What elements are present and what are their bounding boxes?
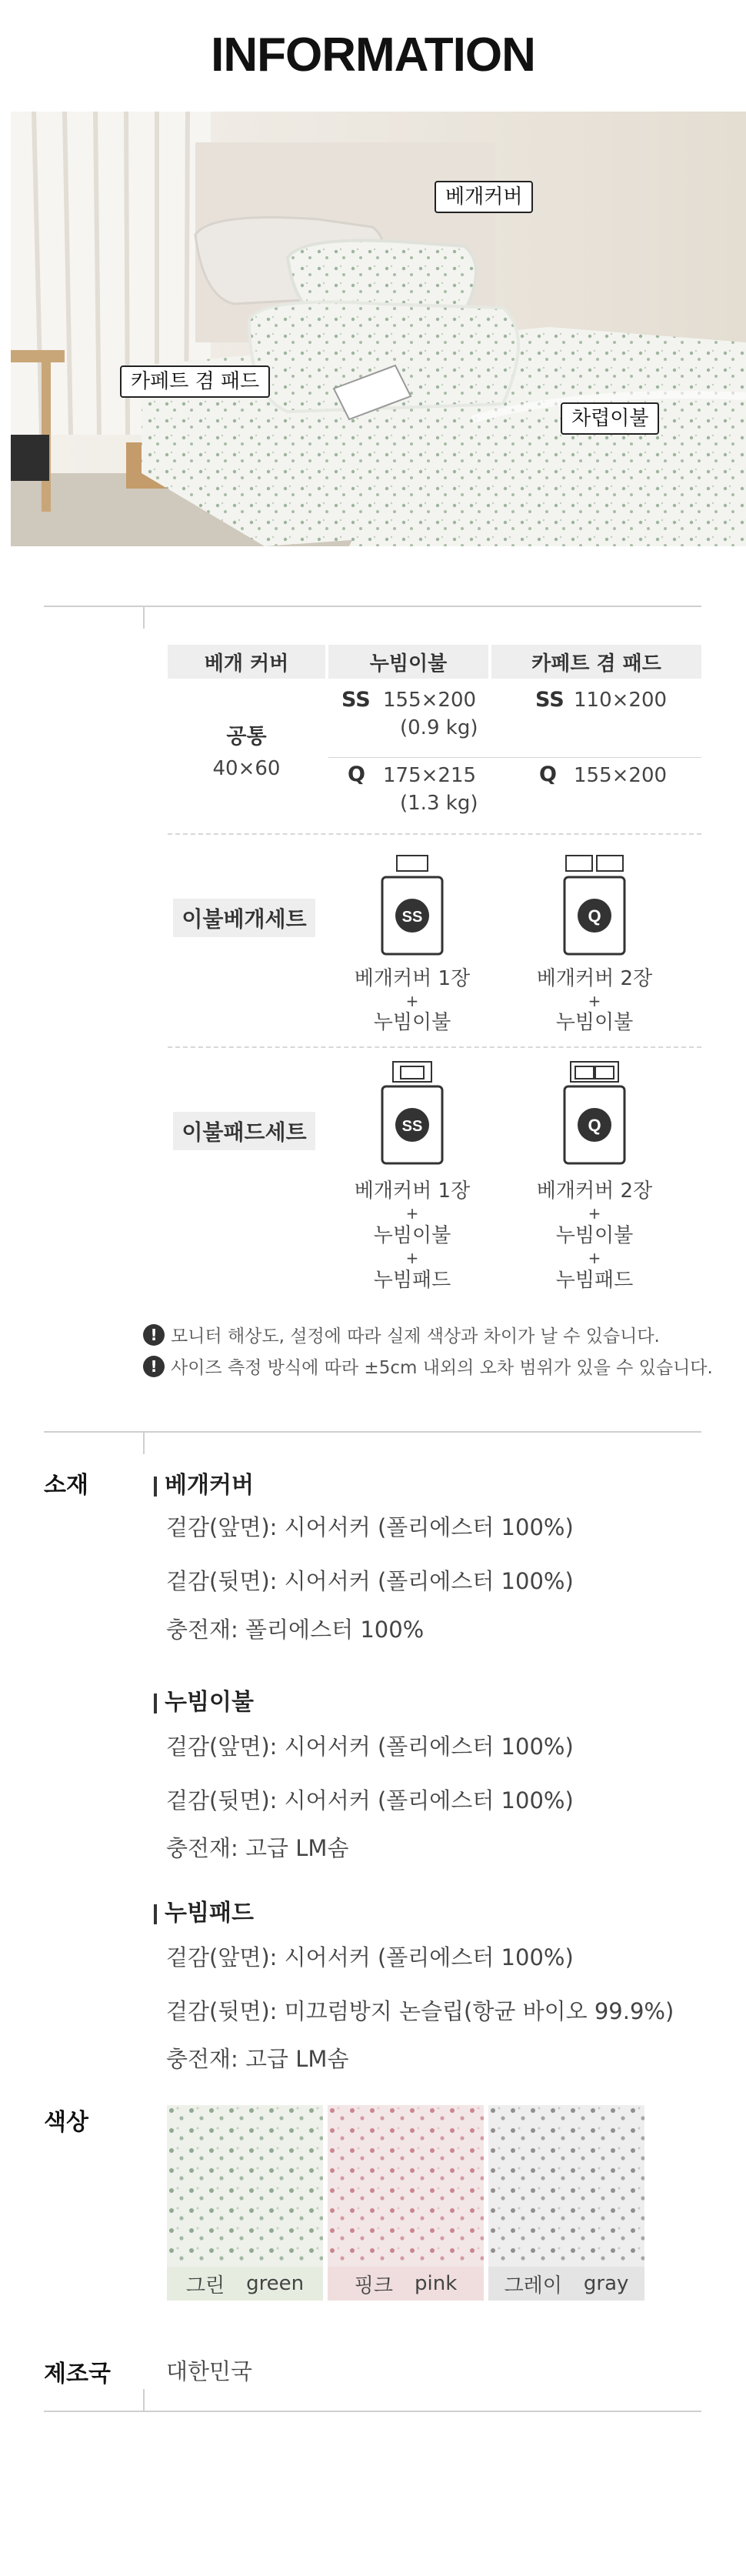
origin-label: 제조국 [44,2361,111,2387]
material-group-title [154,1894,254,1927]
product-photo [11,112,746,546]
dashed-divider [168,1046,701,1048]
origin-value: 대한민국 [166,2358,253,2384]
svg-text:SS: SS [401,909,423,926]
set2-ss-contents [335,1177,489,1294]
content-line: 누빔패드 [555,1269,634,1292]
quilt-code-ss: SS [341,688,371,712]
color-name-en: green [246,2272,305,2295]
note-size [143,1353,713,1379]
quilt-size-q: 175×215 [383,764,477,787]
material-group-title [154,1683,254,1717]
color-name-ko: 그린 [185,2274,225,2297]
section-tick [143,606,145,629]
quilt-weight-q: (1.3 kg) [400,792,478,815]
pad-code-ss: SS [535,688,564,712]
title-bar [154,1477,157,1497]
tag-pillow-cover: 베개커버 [435,181,533,213]
pad-code-q: Q [539,762,557,786]
set1-q-icon [560,854,629,961]
warning-icon: ! [143,1356,165,1377]
material-line: 겉감(앞면): 시어서커 (폴리에스터 100%) [166,1514,574,1540]
title-bar [154,1693,157,1713]
set-label-pillow: 이불베개세트 [173,899,315,937]
color-swatch-gray[interactable] [488,2105,644,2301]
svg-text:Q: Q [588,906,601,926]
content-line: + [405,1249,419,1267]
svg-text:Q: Q [588,1116,601,1135]
content-line: 누빔이불 [555,1011,634,1034]
material-line: 겉감(뒷면): 시어서커 (폴리에스터 100%) [166,1568,574,1594]
dashed-divider [168,833,701,835]
content-line: 베개커버 2장 [536,1180,653,1203]
pillow-size: 40×60 [212,757,281,780]
set-label-pad: 이불패드세트 [173,1112,315,1150]
group-title-text: 베개커버 [165,1472,254,1499]
svg-text:SS: SS [401,1118,423,1135]
color-name-en: gray [583,2272,629,2295]
content-line: 누빔이불 [373,1011,451,1034]
material-line: 충전재: 폴리에스터 100% [166,1617,425,1643]
material-line: 충전재: 고급 LM솜 [166,1835,349,1861]
tag-carpet-pad: 카페트 겸 패드 [120,365,270,398]
content-line: + [405,992,419,1010]
set1-ss-icon [378,854,447,961]
quilt-size-ss: 155×200 [383,689,477,712]
section-tick [143,2389,145,2412]
swatch-label [167,2267,323,2301]
material-group-title [154,1466,254,1500]
material-line: 겉감(뒷면): 시어서커 (폴리에스터 100%) [166,1787,574,1814]
content-line: + [588,992,601,1010]
swatch-label [328,2267,484,2301]
page-title: INFORMATION [211,28,535,82]
note-color [143,1322,660,1347]
material-line: 겉감(앞면): 시어서커 (폴리에스터 100%) [166,1944,574,1970]
section-divider [44,2411,701,2412]
material-label: 소재 [44,1472,88,1499]
content-line: + [588,1204,601,1223]
warning-icon: ! [143,1324,165,1346]
note-text: 사이즈 측정 방식에 따라 ±5cm 내외의 오차 범위가 있을 수 있습니다. [171,1358,713,1378]
content-line: 베개커버 1장 [354,1180,471,1203]
color-name-ko: 핑크 [354,2274,393,2297]
quilt-code-q: Q [348,762,365,786]
group-title-text: 누빔이불 [165,1689,254,1716]
pad-size-ss: 110×200 [574,689,668,712]
content-line: 누빔이불 [373,1224,451,1247]
note-text: 모니터 해상도, 설정에 따라 실제 색상과 차이가 날 수 있습니다. [171,1326,660,1346]
set2-ss-icon [378,1060,447,1171]
set1-q-contents [518,966,671,1036]
set2-q-contents [518,1177,671,1294]
header-carpet-pad: 카페트 겸 패드 [491,645,701,679]
row-divider [328,757,701,758]
quilt-weight-ss: (0.9 kg) [400,716,478,739]
material-line: 겉감(앞면): 시어서커 (폴리에스터 100%) [166,1733,574,1760]
content-line: + [405,1204,419,1223]
content-line: 누빔이불 [555,1224,634,1247]
color-swatch-green[interactable] [167,2105,323,2301]
color-label: 색상 [44,2109,88,2136]
pad-size-q: 155×200 [574,764,668,787]
set2-q-icon [560,1060,629,1171]
section-tick [143,1431,145,1454]
color-name-ko: 그레이 [504,2274,562,2297]
color-swatch-pink[interactable] [328,2105,484,2301]
material-line: 겉감(뒷면): 미끄럼방지 논슬립(항균 바이오 99.9%) [166,1998,674,2024]
group-title-text: 누빔패드 [165,1900,254,1927]
header-quilt: 누빔이불 [328,645,488,679]
color-name-en: pink [414,2272,458,2295]
swatch-label [488,2267,644,2301]
header-pillow-cover: 베개 커버 [168,645,325,679]
title-bar [154,1904,157,1924]
set1-ss-contents [335,966,489,1036]
material-line: 충전재: 고급 LM솜 [166,2046,349,2072]
tag-quilt: 차렵이불 [561,402,659,435]
content-line: 베개커버 2장 [536,967,653,990]
content-line: 누빔패드 [373,1269,451,1292]
content-line: + [588,1249,601,1267]
pillow-name: 공통 [226,725,267,749]
content-line: 베개커버 1장 [354,967,471,990]
